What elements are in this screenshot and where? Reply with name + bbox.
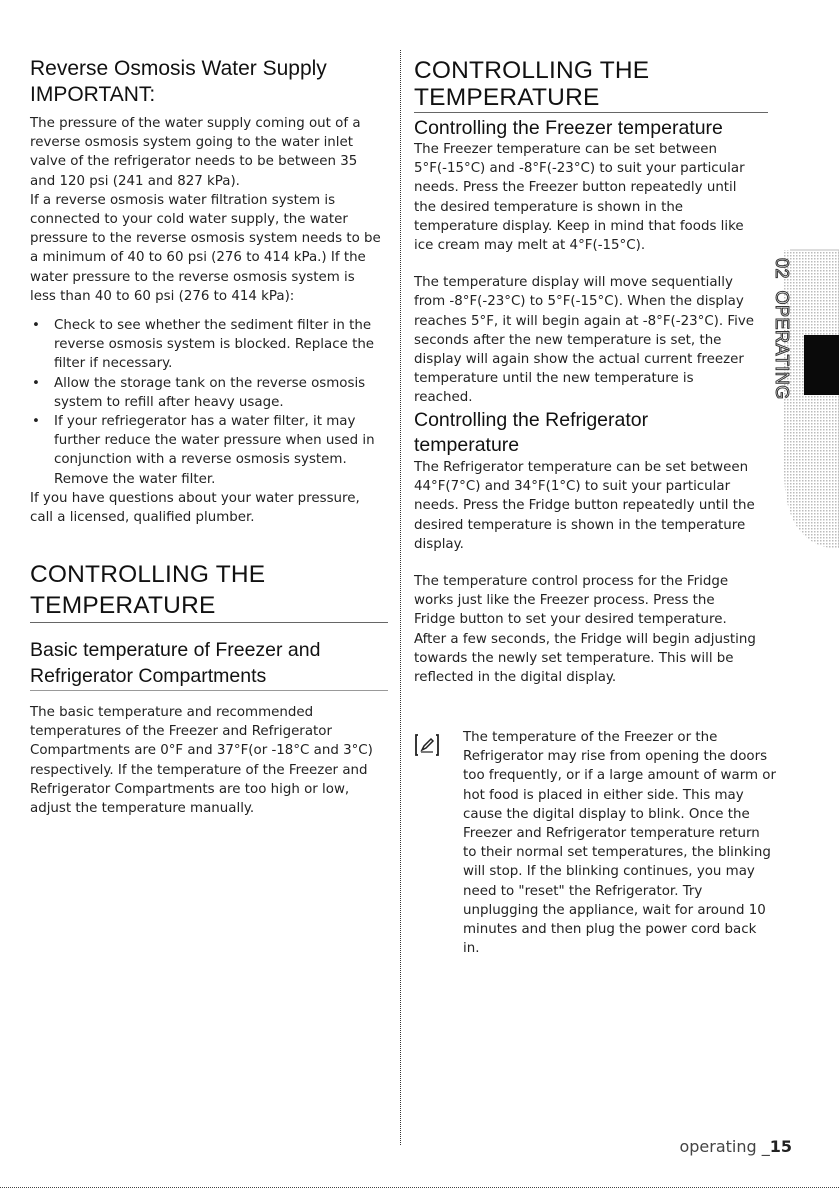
- page-number: 15: [769, 1137, 792, 1156]
- right-section-title-line2: TEMPERATURE: [414, 84, 600, 111]
- bullet-icon: •: [32, 414, 40, 430]
- note-icon: [415, 734, 439, 756]
- ro-paragraph-1: The pressure of the water supply coming out of a reverse osmosis system going to the water inlet valve of the refrigerator needs to be between 35 and 120 psi (241 and 827 kPa).: [30, 116, 361, 189]
- ro-section-title: Reverse Osmosis Water Supply: [30, 57, 327, 80]
- fridge-title-line1: Controlling the Refrigerator: [414, 409, 649, 431]
- ro-paragraph-3: If you have questions about your water pressure, call a licensed, qualified plumber.: [30, 490, 360, 526]
- note-paragraph: The temperature of the Freezer or the Refrigerator may rise from opening the doors too frequently, or if a large amount of warm or hot food is placed in either side. This may cause the digital display to blink. Once the Freezer and Refrigerator temperature return to their normal set temperatures, the blinking will stop. If the blinking continues, you may need to "reset" the Refrigerator. Try unplugging the appliance, wait for around 10 minutes and then plug the power cord back in.: [463, 730, 776, 957]
- list-item: • If your refriegerator has a water filter, it may further reduce the water pressure when used in conjunction with a reverse osmosis system. Remove the water filter.: [32, 414, 375, 487]
- bullet-icon: •: [32, 375, 40, 391]
- basic-temp-title-line1: Basic temperature of Freezer and: [30, 639, 321, 661]
- fridge-paragraph-1: The Refrigerator temperature can be set between 44°F(7°C) and 34°F(1°C) to suit your particular needs. Press the Fridge button repeatedly until the desired temperature is shown in the temperature display.: [414, 460, 755, 552]
- freezer-paragraph-1: The Freezer temperature can be set between 5°F(-15°C) and -8°F(-23°C) to suit your particular needs. Press the Freezer button repeatedly until the desired temperature is shown in the temperature display. Keep in mind that foods like ice cream may melt at 4°F(-15°C).: [414, 142, 745, 254]
- side-tab-label: [772, 258, 794, 408]
- ro-text-block: [30, 114, 384, 527]
- footer-separator: _: [756, 1137, 770, 1156]
- basic-temp-title-line2: Refrigerator Compartments: [30, 665, 267, 687]
- fridge-text-block: [414, 458, 756, 687]
- list-item: • Check to see whether the sediment filter in the reverse osmosis system is blocked. Replace the filter if necessary.: [32, 318, 375, 372]
- side-tab-text: OPERATING: [772, 290, 792, 400]
- list-item: • Allow the storage tank on the reverse osmosis system to refill after heavy usage.: [32, 375, 366, 410]
- ro-paragraph-2: If a reverse osmosis water filtration system is connected to your cold water supply, the water pressure to the reverse osmosis system needs to be a minimum of 40 to 60 psi (276 to 414 kPa.) If the water pressure to the reverse osmosis system is less than 40 to 60 psi (276 to 414 kPa):: [30, 192, 381, 304]
- important-heading: IMPORTANT:: [30, 83, 156, 106]
- freezer-paragraph-2: The temperature display will move sequentially from -8°F(-23°C) to 5°F(-15°C). When the display reaches 5°F, it will begin again at -8°F(-23°C). Five seconds after the new temperature is set, the display will again show the actual current freezer temperature until the new temperature is reached.: [414, 275, 755, 406]
- left-title-rule: [30, 622, 388, 623]
- bullet-icon: •: [32, 318, 40, 334]
- fridge-title-line2: temperature: [414, 434, 520, 456]
- ro-bullet-list: [30, 316, 384, 489]
- left-section-title-line2: TEMPERATURE: [30, 592, 216, 619]
- fridge-paragraph-2: The temperature control process for the Fridge works just like the Freezer process. Press the Fridge button to set your desired temperature. After a few seconds, the Fridge will begin adjusting towards the newly set temperature. This will be reflected in the digital display.: [414, 574, 756, 686]
- basic-title-rule: [30, 690, 388, 691]
- freezer-title: Controlling the Freezer temperature: [414, 117, 723, 139]
- footer-label: operating: [679, 1137, 757, 1156]
- basic-temp-paragraph: The basic temperature and recommended temperatures of the Freezer and Refrigerator Compartments are 0°F and 37°F(or -18°C and 3°C) respectively. If the temperature of the Freezer and Refrigerator Compartments are too high or low, adjust the temperature manually.: [30, 705, 373, 817]
- column-separator: [400, 50, 401, 1145]
- side-tab-number: 02: [772, 258, 792, 280]
- basic-temp-text: [30, 703, 384, 818]
- freezer-text-block: [414, 140, 756, 408]
- bottom-rule: [0, 1187, 839, 1188]
- right-section-title-line1: CONTROLLING THE: [414, 57, 650, 84]
- note-text: [463, 728, 777, 958]
- left-section-title-line1: CONTROLLING THE: [30, 561, 266, 588]
- right-title-rule: [414, 112, 768, 113]
- page-footer: [679, 1137, 792, 1156]
